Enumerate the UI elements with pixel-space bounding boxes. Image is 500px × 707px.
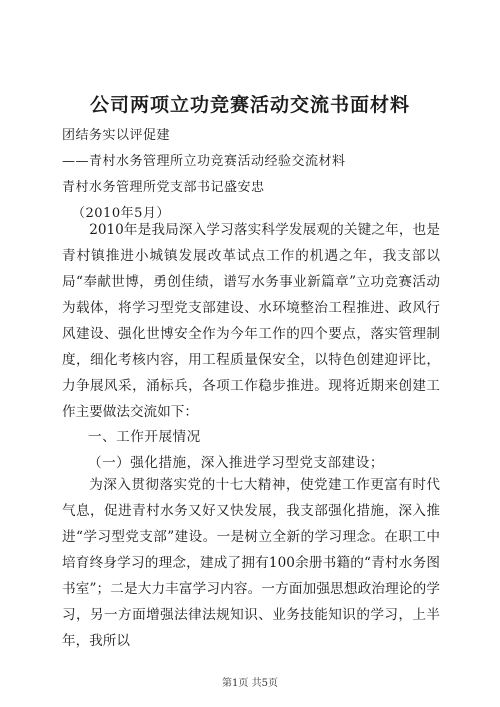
body-paragraph-2: 为深入贯彻落实党的十七大精神，使党建工作更富有时代气息，促进青村水务又好又快发展，我支部强化措施，深入推进“学习型党支部”建设。一是树立全新的学习理念。在职工中培育终身学习的理念，建成了拥有100余册书籍的“青村水务图书室”；二是大力丰富学习内容。一方面加强思想政治理论的学习，另一方面增强法律法规知识、业务技能知识的学习，上半年，我所以 (62, 477, 440, 649)
subsection-heading-1: （一）强化措施，深入推进学习型党支部建设； (88, 455, 384, 471)
subtitle-line-1: 团结务实以评促建 (62, 128, 171, 143)
author-line: 青村水务管理所党支部书记盛安忠 (62, 180, 265, 195)
subtitle-line-2: ——青村水务管理所立功竞赛活动经验交流材料 (62, 154, 346, 169)
page-number-footer: 第1页 共5页 (222, 678, 278, 689)
section-heading-1: 一、工作开展情况 (88, 429, 201, 445)
date-line: （2010年5月） (72, 206, 170, 221)
document-title: 公司两项立功竞赛活动交流书面材料 (89, 94, 410, 116)
intro-paragraph: 2010年是我局深入学习落实科学发展观的关键之年，也是青村镇推进小城镇发展改革试点工作的机遇之年，我支部以局“奉献世博，勇创佳绩，谱写水务事业新篇章”立功竞赛活动为载体，将学习型党支部建设、水环境整治工程推进、政风行风建设、强化世博安全作为今年工作的四个要点，落实管理制度，细化考核内容，用工程质量保安全，以特色创建迎评比，力争展风采，涌标兵，各项工作稳步推进。现将近期来创建工作主要做法交流如下： (62, 222, 440, 420)
